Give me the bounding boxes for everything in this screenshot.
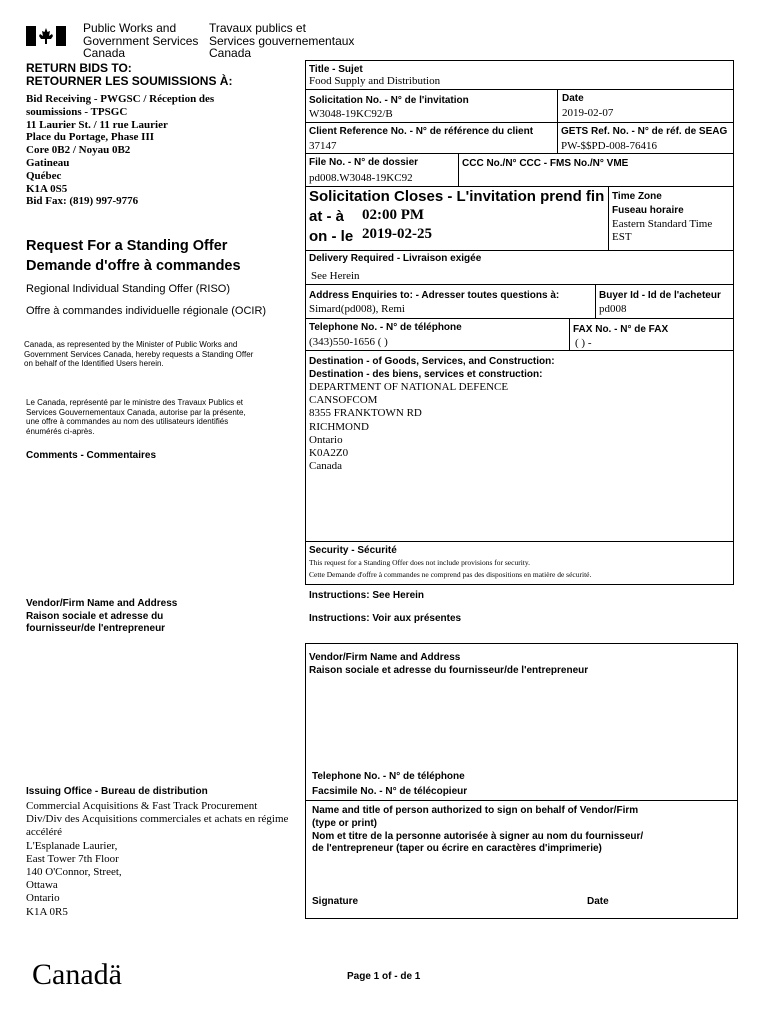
ocir-label: Offre à commandes individuelle régionale (OCIR) <box>26 305 267 317</box>
file-no-value: pd008.W3048-19KC92 <box>309 172 413 184</box>
closes-title: Solicitation Closes - L'invitation prend fin <box>309 188 605 205</box>
issuing-office-address: Commercial Acquisitions & Fast Track Procurement Div/Div des Acquisitions commerciales et achats en régime accéléré L'Esplanade Laurier, East Tower 7th Floor 140 O'Connor, Street, Ottawa Ontario K1A 0R5 <box>26 800 289 918</box>
destination-address: DEPARTMENT OF NATIONAL DEFENCE CANSOFCOM 8355 FRANKTOWN RD RICHMOND Ontario K0A2Z0 Canada <box>309 381 509 473</box>
instructions-en: Instructions: See Herein <box>309 590 425 601</box>
signature-date-label: Date <box>587 896 609 907</box>
address-enquiries-label: Address Enquiries to: - Adresser toutes questions à: <box>309 290 560 301</box>
file-no-label: File No. - N° de dossier <box>309 157 419 168</box>
issuing-office-label: Issuing Office - Bureau de distribution <box>26 786 208 797</box>
gets-ref-value: PW-$$PD-008-76416 <box>561 140 657 152</box>
security-text-fr: Cette Demande d'offre à commandes ne comprend pas des dispositions en matière de sécurité. <box>309 570 592 579</box>
telephone-label: Telephone No. - N° de téléphone <box>309 322 462 333</box>
closes-on-label: on - le <box>309 228 354 245</box>
destination-label: Destination - of Goods, Services, and Construction: Destination - des biens, services et construction: <box>309 356 555 380</box>
closes-at-label: at - à <box>309 208 345 225</box>
return-bids-title: RETURN BIDS TO: RETOURNER LES SOUMISSIONS À: <box>26 61 233 88</box>
address-enquiries-value: Simard(pd008), Remi <box>309 303 405 315</box>
page-number: Page 1 of - de 1 <box>347 971 421 982</box>
closes-time-value: 02:00 PM <box>362 207 425 223</box>
time-zone-label: Time Zone Fuseau horaire <box>612 191 684 216</box>
delivery-value: See Herein <box>311 270 360 282</box>
vendor-telephone-label: Telephone No. - N° de téléphone <box>312 771 465 782</box>
client-ref-value: 37147 <box>309 140 337 152</box>
client-ref-label: Client Reference No. - N° de référence du client <box>309 126 534 137</box>
closes-date-value: 2019-02-25 <box>362 226 432 242</box>
canada-flag-icon <box>26 26 66 46</box>
time-zone-value: Eastern Standard Time EST <box>612 218 713 243</box>
date-label: Date <box>562 93 584 104</box>
vendor-box-label: Vendor/Firm Name and Address Raison sociale et adresse du fournisseur/de l'entrepreneur <box>309 652 589 676</box>
request-para-fr: Le Canada, représenté par le ministre des Travaux Publics et Services Gouvernementaux Canada, autorise par la présente, une offre à commandes au nom des utilisateurs identifiés énumérés ci-après. <box>26 398 246 436</box>
ccc-label: CCC No./N° CCC - FMS No./N° VME <box>462 158 629 169</box>
security-text-en: This request for a Standing Offer does not include provisions for security. <box>309 558 530 567</box>
telephone-value: (343)550-1656 ( ) <box>309 336 388 348</box>
solicitation-label: Solicitation No. - N° de l'invitation <box>309 95 469 106</box>
date-value: 2019-02-07 <box>562 107 614 119</box>
solicitation-value: W3048-19KC92/B <box>309 108 393 120</box>
request-para-en: Canada, as represented by the Minister of Public Works and Government Services Canada, hereby requests a Standing Offer on behalf of the Identified Users herein. <box>24 340 254 368</box>
delivery-label: Delivery Required - Livraison exigée <box>309 253 482 264</box>
security-label: Security - Sécurité <box>309 545 397 556</box>
authorized-person-label: Name and title of person authorized to sign on behalf of Vendor/Firm (type or print) Nom et titre de la personne autorisée à signer au nom du fournisseur/ de l'entrepreneur (taper ou écrire en caractères d'imprimerie) <box>312 805 644 855</box>
vendor-fax-label: Facsimile No. - N° de télécopieur <box>312 786 468 797</box>
title-value: Food Supply and Distribution <box>309 75 441 87</box>
signature-label: Signature <box>312 896 359 907</box>
vendor-left-label: Vendor/Firm Name and Address Raison sociale et adresse du fournisseur/de l'entrepreneur <box>26 598 178 634</box>
fax-label: FAX No. - N° de FAX <box>573 324 669 335</box>
dept-name-en: Public Works and Government Services Canada <box>83 21 199 60</box>
canada-wordmark: Canadä <box>32 958 122 991</box>
dept-name-fr: Travaux publics et Services gouvernementaux Canada <box>209 21 355 60</box>
return-address: Bid Receiving - PWGSC / Réception des soumissions - TPSGC 11 Laurier St. / 11 rue Laurier Place du Portage, Phase III Core 0B2 / Noyau 0B2 Gatineau Québec K1A 0S5 Bid Fax: (819) 997-9776 <box>26 93 215 208</box>
instructions-fr: Instructions: Voir aux présentes <box>309 613 462 624</box>
gets-ref-label: GETS Ref. No. - N° de réf. de SEAG <box>561 126 728 137</box>
fax-value: ( ) - <box>575 337 592 349</box>
comments-label: Comments - Commentaires <box>26 450 157 461</box>
buyer-id-value: pd008 <box>599 303 627 315</box>
request-title: Request For a Standing Offer Demande d'offre à commandes <box>26 238 241 274</box>
riso-label: Regional Individual Standing Offer (RISO) <box>26 283 231 295</box>
title-label: Title - Sujet <box>309 64 363 75</box>
buyer-id-label: Buyer Id - Id de l'acheteur <box>599 290 721 301</box>
